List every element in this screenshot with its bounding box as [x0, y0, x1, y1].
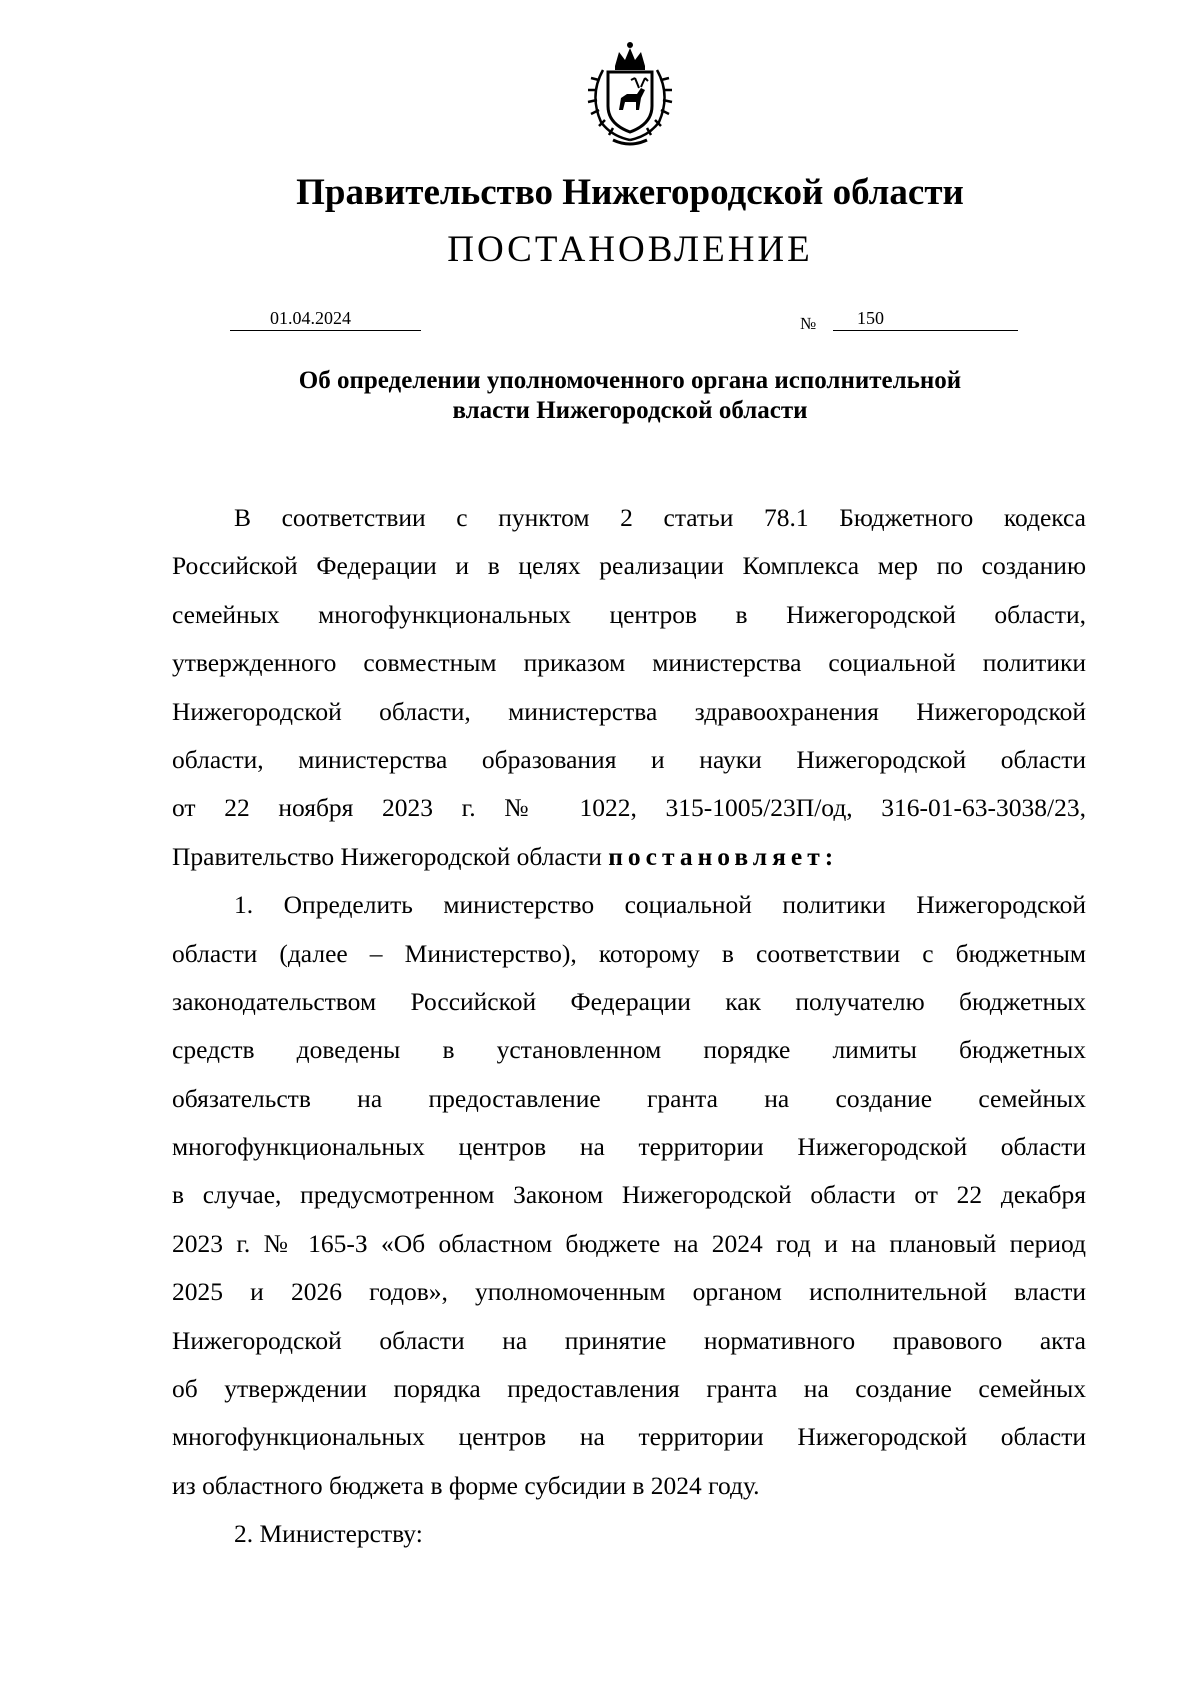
body-line: в случае, предусмотренном Законом Нижегородской области от 22 декабря	[172, 1180, 1086, 1210]
body-line: 1. Определить министерство социальной политики Нижегородской	[234, 890, 1086, 920]
body-line: об утверждении порядка предоставления гранта на создание семейных	[172, 1374, 1086, 1404]
body-line: области (далее – Министерство), которому в соответствии с бюджетным	[172, 938, 1086, 968]
document-number: 150	[857, 308, 884, 328]
body-line: многофункциональных центров на территории Нижегородской области	[172, 1132, 1086, 1162]
body-line: 2. Министерству:	[234, 1519, 423, 1549]
body-line: из областного бюджета в форме субсидии в 2024 году.	[172, 1470, 760, 1500]
body-line: обязательств на предоставление гранта на создание семейных	[172, 1083, 1086, 1113]
subject-line: власти Нижегородской области	[452, 397, 808, 424]
body-line: семейных многофункциональных центров в Нижегородской области,	[172, 599, 1086, 629]
organization-title: Правительство Нижегородской области	[296, 172, 964, 213]
body-line: В соответствии с пунктом 2 статьи 78.1 Бюджетного кодекса	[234, 503, 1086, 532]
decree-lead: Правительство Нижегородской области	[172, 841, 602, 871]
body-line: 2025 и 2026 годов», уполномоченным органом исполнительной власти	[172, 1277, 1086, 1307]
document-number-field	[833, 308, 1018, 331]
document-type: ПОСТАНОВЛЕНИЕ	[447, 229, 813, 270]
body-line-decree	[172, 833, 1086, 881]
number-sign: №	[800, 314, 817, 333]
body-line: законодательством Российской Федерации как получателю бюджетных	[172, 986, 1086, 1016]
body-line: средств доведены в установленном порядке лимиты бюджетных	[172, 1035, 1086, 1065]
body-line: Нижегородской области, министерства здравоохранения Нижегородской	[172, 696, 1086, 726]
body-line: Российской Федерации и в целях реализации Комплекса мер по созданию	[172, 551, 1086, 581]
subject-line: Об определении уполномоченного органа исполнительной	[298, 367, 962, 394]
body-line: от 22 ноября 2023 г. № 1022, 315-1005/23П/од, 316-01-63-3038/23,	[172, 793, 1086, 823]
decree-word: постановляет:	[608, 841, 839, 871]
document-date: 01.04.2024	[270, 308, 351, 328]
body-line: Нижегородской области на принятие нормативного правового акта	[172, 1325, 1086, 1355]
body-line: области, министерства образования и науки Нижегородской области	[172, 744, 1086, 774]
body-line: утвержденного совместным приказом министерства социальной политики	[172, 648, 1086, 678]
document-date-field	[230, 308, 421, 331]
body-line: 2023 г. № 165-З «Об областном бюджете на 2024 год и на плановый период	[172, 1228, 1086, 1258]
document-body	[172, 494, 1086, 1559]
document-subject	[0, 366, 1200, 426]
body-line: многофункциональных центров на территории Нижегородской области	[172, 1422, 1086, 1452]
coat-of-arms-icon	[575, 40, 685, 148]
